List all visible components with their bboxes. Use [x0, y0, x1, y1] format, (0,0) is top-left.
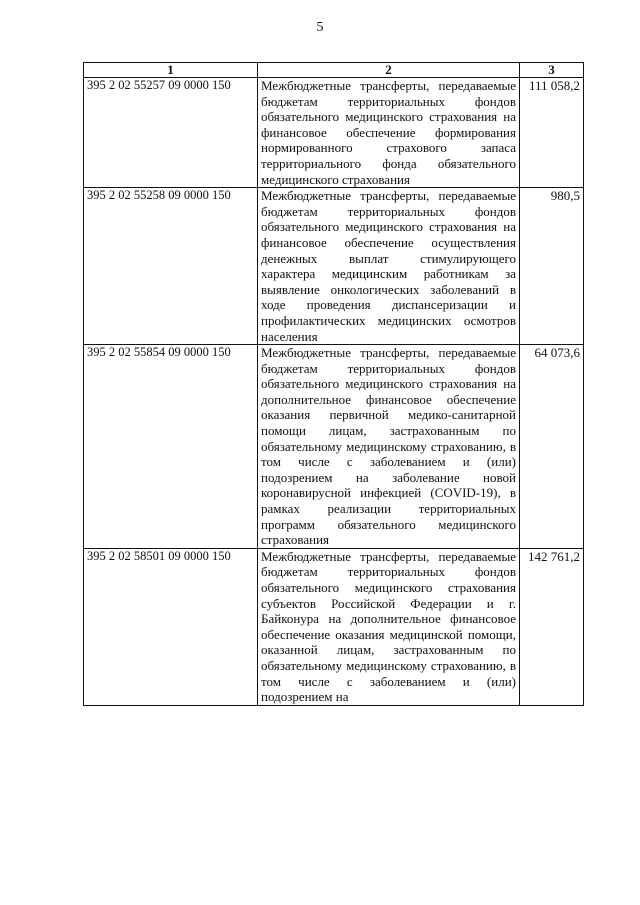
- column-header-2: 2: [258, 63, 520, 78]
- table-row: [84, 345, 584, 549]
- page-number: 5: [316, 20, 324, 35]
- amount-cell: 111 058,2: [520, 78, 584, 188]
- budget-code-cell: 395 2 02 55258 09 0000 150: [84, 188, 258, 345]
- description-cell: Межбюджетные трансферты, передаваемые бюджетам территориальных фондов обязательного медицинского страхования на финансовое обеспечение осуществления денежных выплат стимулирующего характера медицинским работникам за выявление онкологических заболеваний в ходе проведения диспансеризации и профилактических медицинских осмотров населения: [258, 188, 520, 345]
- budget-code-cell: 395 2 02 55854 09 0000 150: [84, 345, 258, 549]
- description-cell: Межбюджетные трансферты, передаваемые бюджетам территориальных фондов обязательного медицинского страхования субъектов Российской Федерации и г. Байконура на дополнительное финансовое обеспечение оказания медицинской помощи, оказанной лицам, застрахованным по обязательному медицинскому страхованию, в том числе с заболеванием и (или) подозрением на: [258, 548, 520, 705]
- table-body: [84, 78, 584, 706]
- amount-cell: 142 761,2: [520, 548, 584, 705]
- amount-cell: 64 073,6: [520, 345, 584, 549]
- description-cell: Межбюджетные трансферты, передаваемые бюджетам территориальных фондов обязательного медицинского страхования на дополнительное финансовое обеспечение оказания первичной медико-санитарной помощи лицам, застрахованным по обязательному медицинскому страхованию, в том числе с заболеванием и (или) подозрением на заболевание новой коронавирусной инфекцией (COVID-19), в рамках реализации территориальных программ обязательного медицинского страхования: [258, 345, 520, 549]
- table-row: [84, 548, 584, 705]
- header-row: [84, 63, 584, 78]
- column-header-1: 1: [84, 63, 258, 78]
- budget-table: [83, 62, 584, 706]
- description-cell: Межбюджетные трансферты, передаваемые бюджетам территориальных фондов обязательного медицинского страхования на финансовое обеспечение формирования нормированного страхового запаса территориального фонда обязательного медицинского страхования: [258, 78, 520, 188]
- column-header-3: 3: [520, 63, 584, 78]
- budget-code-cell: 395 2 02 55257 09 0000 150: [84, 78, 258, 188]
- table-row: [84, 78, 584, 188]
- budget-code-cell: 395 2 02 58501 09 0000 150: [84, 548, 258, 705]
- amount-cell: 980,5: [520, 188, 584, 345]
- table-header: [84, 63, 584, 78]
- table-row: [84, 188, 584, 345]
